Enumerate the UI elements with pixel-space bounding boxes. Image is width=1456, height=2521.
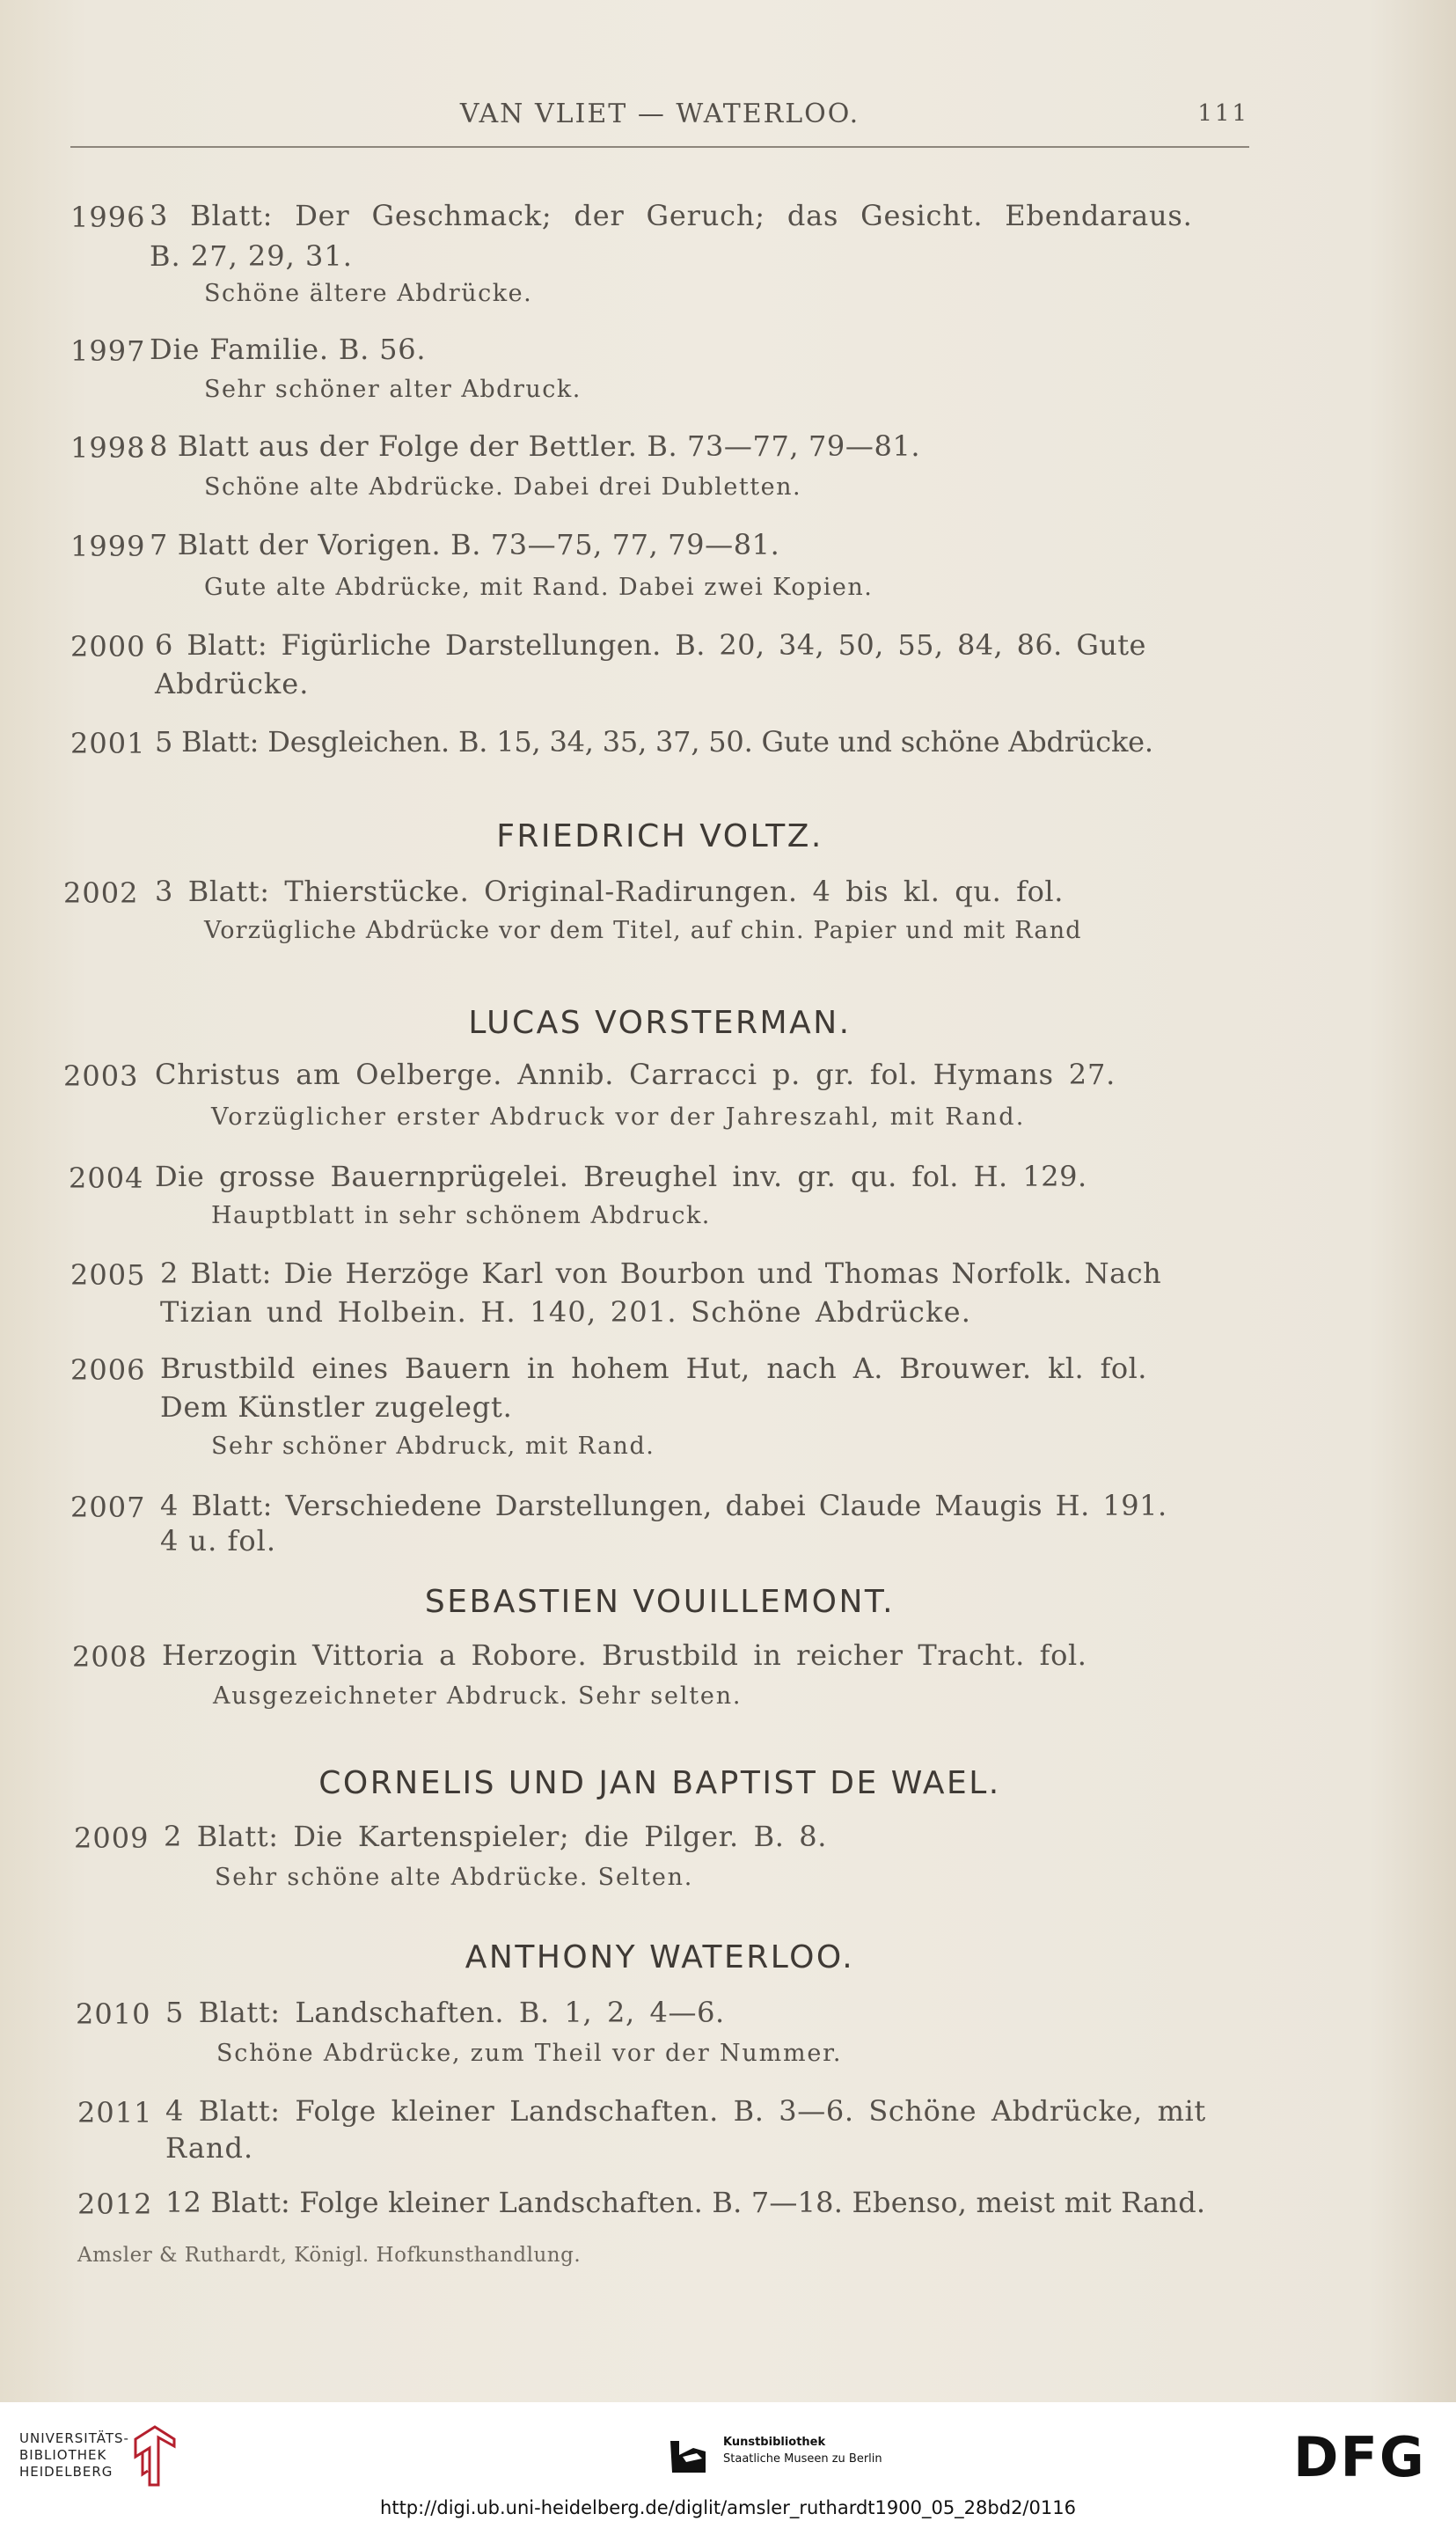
entry-text: 5 Blatt: Landschaften. B. 1, 2, 4—6.	[165, 1996, 725, 2029]
entry-number: 2001	[70, 727, 146, 760]
entry-text: 4 Blatt: Folge kleiner Landschaften. B. 3—6. Schöne Abdrücke, mit	[165, 2094, 1206, 2128]
entry-note: Sehr schöne alte Abdrücke. Selten.	[215, 1864, 694, 1891]
entry-number: 1999	[70, 530, 146, 563]
entry-text: Die grosse Bauernprügelei. Breughel inv. gr. qu. fol. H. 129.	[155, 1160, 1087, 1193]
entry-number: 2000	[70, 630, 146, 663]
publisher-imprint: Amsler & Ruthardt, Königl. Hofkunsthandlung.	[77, 2244, 582, 2267]
entry-number: 1997	[70, 334, 146, 368]
entry-number: 2004	[69, 1162, 144, 1195]
section-heading-vorsterman: LUCAS VORSTERMAN.	[468, 1005, 852, 1041]
entry-text-continued: 4 u. fol.	[160, 1524, 276, 1557]
entry-number: 2005	[70, 1258, 146, 1292]
entry-note: Schöne ältere Abdrücke.	[204, 280, 533, 307]
entry-number: 2011	[77, 2096, 153, 2129]
entry-text: 8 Blatt aus der Folge der Bettler. B. 73—77, 79—81.	[150, 429, 921, 463]
section-heading-wael: CORNELIS UND JAN BAPTIST DE WAEL.	[318, 1765, 1001, 1801]
entry-number: 2009	[74, 1821, 150, 1855]
entry-text-continued: Rand.	[165, 2131, 254, 2165]
header-rule	[70, 146, 1249, 148]
section-heading-voltz: FRIEDRICH VOLTZ.	[496, 818, 823, 854]
entry-note: Vorzüglicher erster Abdruck vor der Jahreszahl, mit Rand.	[211, 1103, 1026, 1131]
entry-text: Christus am Oelberge. Annib. Carracci p. gr. fol. Hymans 27.	[155, 1058, 1116, 1091]
entry-text: 7 Blatt der Vorigen. B. 73—75, 77, 79—81.	[150, 528, 780, 561]
entry-note: Gute alte Abdrücke, mit Rand. Dabei zwei Kopien.	[204, 574, 874, 601]
entry-note: Sehr schöner Abdruck, mit Rand.	[211, 1433, 655, 1460]
entry-text: Herzogin Vittoria a Robore. Brustbild in reicher Tracht. fol.	[162, 1638, 1087, 1672]
entry-text: Brustbild eines Bauern in hohem Hut, nach A. Brouwer. kl. fol.	[160, 1352, 1147, 1385]
ub-line-3: HEIDELBERG	[19, 2464, 113, 2480]
entry-note: Schöne Abdrücke, zum Theil vor der Nummer.	[216, 2040, 843, 2067]
entry-note: Ausgezeichneter Abdruck. Sehr selten.	[213, 1682, 743, 1710]
ub-heidelberg-logo-icon	[128, 2422, 181, 2490]
ub-heidelberg-label	[19, 2430, 129, 2481]
running-title: VAN VLIET — WATERLOO.	[459, 99, 860, 129]
entry-number: 1998	[70, 431, 146, 465]
entry-text: Die Familie. B. 56.	[150, 333, 427, 366]
entry-text: 12 Blatt: Folge kleiner Landschaften. B. 7—18. Ebenso, meist mit Rand.	[165, 2186, 1206, 2219]
source-url[interactable]: http://digi.ub.uni-heidelberg.de/diglit/amsler_ruthardt1900_05_28bd2/0116	[380, 2497, 1076, 2518]
entry-text: 2 Blatt: Die Kartenspieler; die Pilger. B. 8.	[164, 1820, 827, 1853]
kunstbibliothek-logo-icon	[667, 2436, 711, 2478]
entry-number: 1996	[70, 201, 146, 234]
entry-text: 2 Blatt: Die Herzöge Karl von Bourbon und Thomas Norfolk. Nach	[160, 1257, 1162, 1290]
dfg-logo: DFG	[1293, 2425, 1426, 2489]
kunstbibliothek-label	[723, 2434, 882, 2467]
entry-text: 5 Blatt: Desgleichen. B. 15, 34, 35, 37, 50. Gute und schöne Abdrücke.	[155, 725, 1153, 758]
entry-text: 4 Blatt: Verschiedene Darstellungen, dabei Claude Maugis H. 191.	[160, 1489, 1167, 1522]
entry-note: Vorzügliche Abdrücke vor dem Titel, auf chin. Papier und mit Rand	[204, 917, 1082, 944]
entry-number: 2007	[70, 1491, 146, 1524]
entry-text-continued: Abdrücke.	[155, 667, 310, 700]
entry-number: 2003	[63, 1059, 139, 1093]
entry-text: 3 Blatt: Thierstücke. Original-Radirungen. 4 bis kl. qu. fol.	[155, 875, 1065, 908]
section-heading-vouillemont: SEBASTIEN VOUILLEMONT.	[424, 1584, 896, 1620]
kb-subtitle: Staatliche Museen zu Berlin	[723, 2452, 882, 2466]
entry-number: 2006	[70, 1353, 146, 1387]
page-number: 111	[1197, 100, 1249, 127]
entry-number: 2002	[63, 876, 139, 910]
kb-title: Kunstbibliothek	[723, 2436, 826, 2449]
entry-note: Sehr schöner alter Abdruck.	[204, 376, 582, 403]
entry-number: 2008	[72, 1640, 148, 1674]
entry-text-continued: Dem Künstler zugelegt.	[160, 1390, 513, 1424]
entry-text-continued: B. 27, 29, 31.	[150, 239, 353, 273]
ub-line-2: BIBLIOTHEK	[19, 2447, 107, 2463]
entry-text: 6 Blatt: Figürliche Darstellungen. B. 20, 34, 50, 55, 84, 86. Gute	[155, 628, 1146, 662]
entry-text: 3 Blatt: Der Geschmack; der Geruch; das Gesicht. Ebendaraus.	[150, 199, 1193, 232]
running-header	[70, 99, 1249, 143]
entry-note: Hauptblatt in sehr schönem Abdruck.	[211, 1202, 711, 1229]
entry-number: 2012	[77, 2188, 153, 2221]
entry-text-continued: Tizian und Holbein. H. 140, 201. Schöne Abdrücke.	[160, 1295, 972, 1329]
entry-number: 2010	[76, 1997, 151, 2031]
entry-note: Schöne alte Abdrücke. Dabei drei Dubletten.	[204, 473, 802, 501]
section-heading-waterloo: ANTHONY WATERLOO.	[465, 1939, 855, 1975]
ub-line-1: UNIVERSITÄTS-	[19, 2430, 129, 2446]
